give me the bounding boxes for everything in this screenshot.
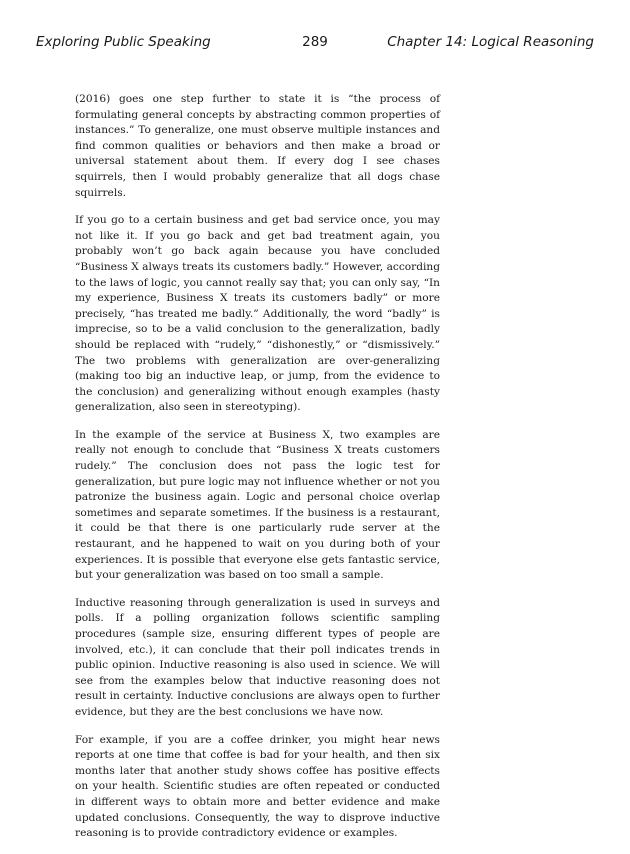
page-number: 289 <box>302 34 328 50</box>
paragraph-5: For example, if you are a coffee drinker, you might hear news reports at one time that coffee is bad for your health, and then six months later that another study shows coffee has positive effects on your health. Scientific studies are often repeated or conducted in different ways to obtain more and better evidence and make updated conclusions. Consequently, the way to disprove inductive reasoning is to provide contradictory evidence or examples. <box>75 733 440 840</box>
paragraph-2: If you go to a certain business and get bad service once, you may not like it. If you go back and get bad treatment again, you probably won’t go back again because you have concluded “Business X always treats its customers badly.” However, according to the laws of logic, you cannot really say that; you can only say, “In my experience, Business X treats its customers badly” or more precisely, “has treated me badly.” Additionally, the word “badly” is imprecise, so to be a valid conclusion to the generalization, badly should be replaced with “rudely,” “dishonestly,” or “dismissively.” The two problems with generalization are over-generalizing (making too big an inductive leap, or jump, from the evidence to the conclusion) and generalizing without enough examples (hasty generalization, also seen in stereotyping). <box>75 214 440 414</box>
paragraph-4: Inductive reasoning through generalization is used in surveys and polls. If a polling organization follows scientific sampling procedures (sample size, ensuring different types of people are involved, etc.), it can conclude that their poll indicates trends in public opinion. Inductive reasoning is also used in science. We will see from the examples below that inductive reasoning does not result in certainty. Inductive conclusions are always open to further evidence, but they are the best conclusions we have now. <box>75 596 440 718</box>
body-text <box>75 92 440 854</box>
chapter-title: Chapter 14: Logical Reasoning <box>387 34 594 50</box>
paragraph-1: (2016) goes one step further to state it is “the process of formulating general concepts by abstracting common properties of instances.” To generalize, one must observe multiple instances and find common qualities or behaviors and then make a broad or universal statement about them. If every dog I see chases squirrels, then I would probably generalize that all dogs chase squirrels. <box>75 93 440 199</box>
running-header <box>36 34 594 54</box>
paragraph-3: In the example of the service at Business X, two examples are really not enough to conclude that “Business X treats customers rudely.” The conclusion does not pass the logic test for generalization, but pure logic may not influence whether or not you patronize the business again. Logic and personal choice overlap sometimes and separate sometimes. If the business is a restaurant, it could be that there is one particularly rude server at the restaurant, and he happened to wait on you during both of your experiences. It is possible that everyone else gets fantastic service, but your generalization was based on too small a sample. <box>75 428 440 582</box>
book-title: Exploring Public Speaking <box>36 34 211 50</box>
